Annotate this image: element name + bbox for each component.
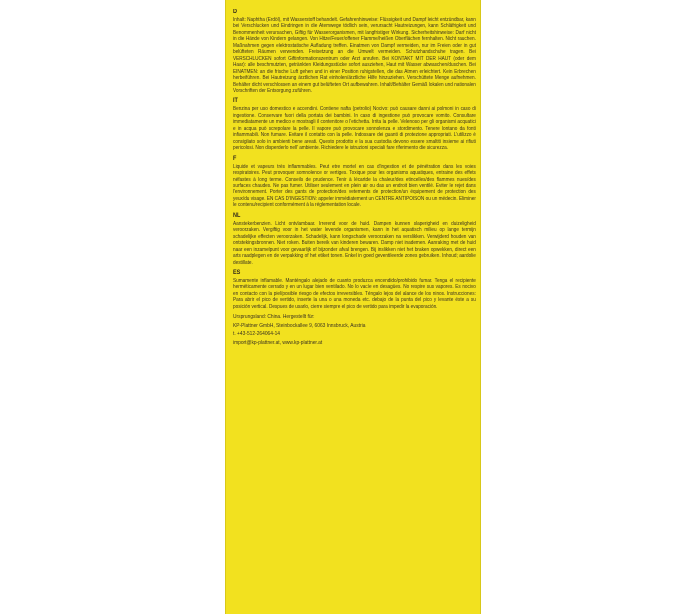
section-code-de: D [233, 9, 237, 15]
product-label [226, 0, 480, 614]
section-text-it: Benzina per uso domestico e accendini. Contiene nafta (petrolio) Nocivo: può causare danni ai polmoni in caso di ingestione. Conservare fuori della portata dei bambini. In caso di ingestione può provocare vomito. Consultare immediatamente un medico e mostragli il contenitore o l'etichetta. Irrita la pelle. Velenoso per gli organismi acquatici e in acqua può screpolare la pelle. Il vapore può provocare sonnolenza e stordimento. Tenere lontano da fonti infiammabili. Non fumare. Evitare il contatto con la pelle. Indossare dei guanti di protezione appropriati. L'utilizzo è consigliato solo in ambienti bene areati. Questo prodotto e la sua custodia devono essere smaltiti insieme ai rifiuti pericolosi. Non disperderlo nell' ambiente. Richiedere le istruzioni speciali fare riferimento die sicurezza. [233, 106, 476, 152]
section-code-nl: NL [233, 212, 241, 219]
footer-web: import@kp-plattner.at, www.kp-plattner.at [233, 340, 323, 346]
section-text-nl: Aanstekerbenzien. Licht ontvlambaar. Irrerend voor de huid. Dampen kunnen slaperigheid en duizeligheid veroorzaken. Vergiftig voor in het water levende organismen, kann in het aquatisch milieu op lange termijn schadelijke effecten veroorzaken. Schadelijk, kann longschade veroorzaken na verslikken. Verwijderd houden van ontstekingsbronnen. Niet roken. Buiten bereik van kinderen bewaren. Damp niet inademen. Aanraking met de huid naar een inzamelpunt voor gevaarlijk of bijzonder afval brengen. Bij inslikken niet het braken opwekken, direct een arts raadplegen en de verpakking of het etiket tonen. Enkel in goed geventileerde zones gebruiken. Inhoud; aardolie destillate. [233, 220, 476, 266]
section-code-it: IT [233, 98, 238, 105]
footer-phone: t. +43-512-264064-14 [233, 331, 281, 338]
label-text-block [233, 8, 476, 348]
footer-company: KP-Plattner GmbH, Steinbockallee 9, 6063 Innsbruck, Austria [233, 322, 366, 329]
section-code-es: ES [233, 269, 241, 276]
section-text-fr: Liquide et vapeurs très inflammables. Peut etre mortel en cas d'ingestion et de pénétration dans les voies respiratoires. Peut provoquer somnolence or vertiges. Toxique pour les organisms aquatiques, entraine des effets néfastes à long terme. Conseils de prudence. Tenir à lécartde la chaleur/des etincelles/des flammes nues/des surfaces chaudes. Ne pas fumer. Utiliser seulement en plein air ou das un endroit bien ventilé. Eviter le rejet dans l'environnement. Porter des gants de protection/des vetements de protection/un équipement de protection des yeux/du visage. EN CAS D'INGESTION: appeler immédiatement un CENTRE ANTIPOISON ou un médecin. Eliminer le contenu/recipient conformément à la réglementation locale. [233, 163, 476, 209]
section-text-es: Sumamente inflamable. Manténgalo alejado de cuanto produzca encendido/prohibido fumar. Tenga el recipiente herméticamente cerrado y en un lugar bien ventilado. No lo vacíe en desagües. No respire sus vapores. Es nocivo en contacto con la piel/posible riesgo de efectos irreversibles. Téngalo lejos del alance de los ninos. Instrucciones: Para abrir el pico de vertido, inserte la una o una moneda etc. debajo de la punta del pico y levante éste a su posición vertical. Despues de usarlo, cierre siempre el pico de vertido para impedir la evaporación. [233, 277, 476, 310]
section-text-de: Inhalt: Naphtha (Erdöl), mit Wasserstoff behandelt. Gefahrenhinweise: Flüssigkeit und Dampf leicht entzündbar, kann bei Verschlucken und Eindringen in die Atemwege tödlich sein, verursacht Hautreizungen, kann Schläfrigkeit und Benommenheit verursachen, Giftig für Wasserorganismen, mit langfristiger Wirkung. Sicherheitshinweise: Darf nicht in die Hände von Kindern gelangen. Von Hitze/Feuer/offener Flamme/heißen Oberflächen fernhalten. Nicht rauchen. Maßnahmen gegen elektrostatische Aufladung treffen. Einatmen von Dampf vermeiden, nur im Freien oder in gut belüfteten Räumen verwenden. Freisetzung an die Umwelt vermeiden. Schutzhandschuhe tragen. Bei VERSCHLUCKEN sofort Giftinformationszentrum oder Arzt anrufen. Bei KONTAKT MIT DER HAUT (oder dem Haar): alle beschmutzten, getränkten Kleidungsstücke sofort ausziehen, Haut mit Wasser abwaschen/duschen. Bei EINATMEN: an die frische Luft gehen und in einer Position ruhigstellen, die das Atmen erleichtert. Kein Erbrechen herbeiführen. Bei Hautreizung ärztlichen Rat einholen/ärztliche Hilfe hinzuziehen. Verschüttete Menge aufnehmen. Behälter dicht verschlossen an einem gut belüfteten Ort aufbewahren. Inhalt/Behälter Gemäß lokalen und nationalen Vorschriften der Entsorgung zuführen. [233, 17, 476, 94]
section-code-fr: F [233, 155, 237, 162]
footer-origin: Ursprungsland: China. Hergestellt für: [233, 314, 315, 321]
